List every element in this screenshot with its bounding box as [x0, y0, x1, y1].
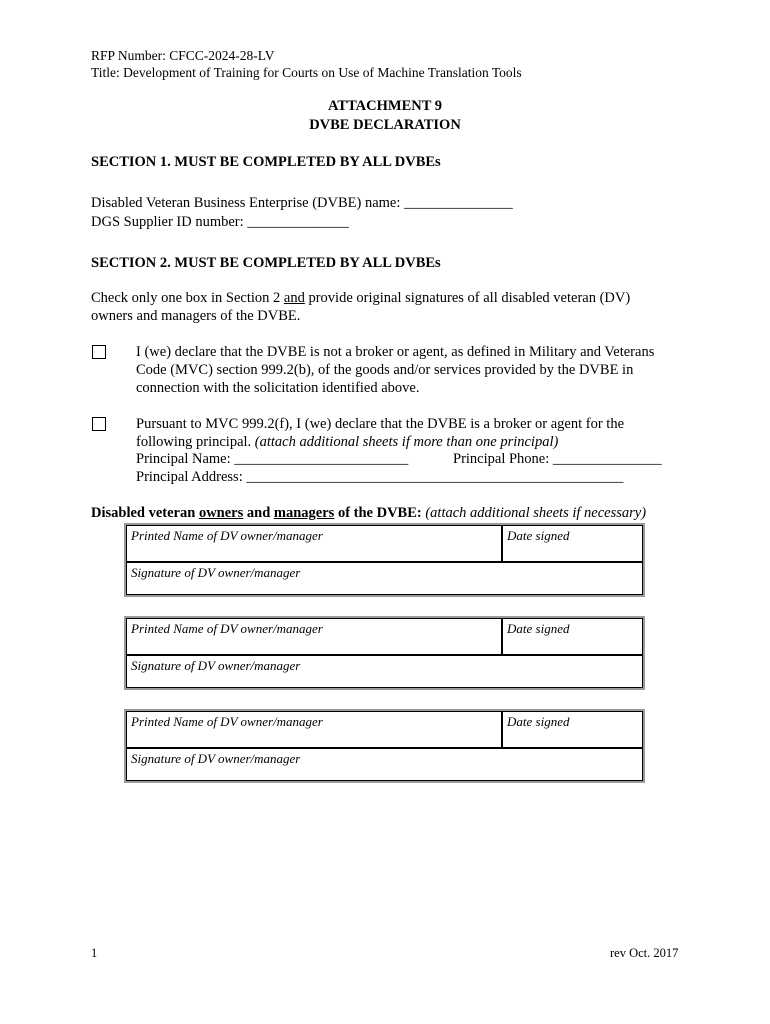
section1-heading: SECTION 1. MUST BE COMPLETED BY ALL DVBEs	[91, 154, 441, 170]
principal-name-field[interactable]: ________________________	[234, 451, 409, 467]
date-signed-cell[interactable]: Date signed	[502, 711, 643, 748]
principal-address-field[interactable]: ____________________________________________________	[246, 469, 624, 485]
page-number: 1	[91, 946, 98, 960]
attachment-title: ATTACHMENT 9	[328, 98, 442, 114]
owners-heading-post: of the DVBE:	[334, 505, 426, 521]
supplier-id-line	[91, 214, 349, 231]
option2-text-line2	[136, 434, 558, 451]
date-signed-cell[interactable]: Date signed	[502, 618, 643, 655]
section2-instructions	[91, 290, 630, 307]
dvbe-name-field[interactable]: _______________	[404, 195, 513, 211]
rfp-title: Title: Development of Training for Courts on Use of Machine Translation Tools	[91, 65, 522, 80]
owners-heading	[91, 505, 646, 522]
date-signed-cell[interactable]: Date signed	[502, 525, 643, 562]
option2-line2-text: following principal.	[136, 434, 255, 450]
owner-signature-block	[124, 523, 645, 597]
instr-and: and	[283, 290, 305, 306]
section2-instructions-line2: owners and managers of the DVBE.	[91, 308, 301, 324]
signature-cell[interactable]: Signature of DV owner/manager	[126, 562, 643, 595]
printed-name-cell[interactable]: Printed Name of DV owner/manager	[126, 711, 502, 748]
owners-heading-pre: Disabled veteran	[91, 505, 199, 521]
option1-text-line1: I (we) declare that the DVBE is not a broker or agent, as defined in Military and Veterans	[136, 344, 655, 360]
declaration-title: DVBE DECLARATION	[309, 117, 461, 133]
principal-phone-line	[453, 451, 662, 468]
revision-date: rev Oct. 2017	[610, 946, 679, 960]
section2-heading: SECTION 2. MUST BE COMPLETED BY ALL DVBEs	[91, 255, 441, 271]
owners-heading-mid: and	[243, 505, 274, 521]
option1-text-line3: connection with the solicitation identified above.	[136, 380, 420, 396]
rfp-number: RFP Number: CFCC-2024-28-LV	[91, 48, 275, 63]
owner-signature-block	[124, 709, 645, 783]
printed-name-cell[interactable]: Printed Name of DV owner/manager	[126, 525, 502, 562]
owner-signature-block	[124, 616, 645, 690]
signature-cell[interactable]: Signature of DV owner/manager	[126, 748, 643, 781]
principal-address-line	[136, 469, 623, 486]
dvbe-name-label: Disabled Veteran Business Enterprise (DVBE) name:	[91, 195, 401, 211]
option2-line2-note: (attach additional sheets if more than one principal)	[254, 434, 559, 450]
principal-name-label: Principal Name:	[136, 451, 231, 467]
owners-heading-managers: managers	[273, 505, 335, 521]
option1-checkbox[interactable]	[92, 345, 106, 359]
option2-checkbox[interactable]	[92, 417, 106, 431]
supplier-id-field[interactable]: ______________	[247, 214, 349, 230]
principal-address-label: Principal Address:	[136, 469, 243, 485]
principal-phone-field[interactable]: _______________	[552, 451, 662, 467]
principal-phone-label: Principal Phone:	[453, 451, 550, 467]
option2-text-line1: Pursuant to MVC 999.2(f), I (we) declare that the DVBE is a broker or agent for the	[136, 416, 625, 432]
printed-name-cell[interactable]: Printed Name of DV owner/manager	[126, 618, 502, 655]
supplier-id-label: DGS Supplier ID number:	[91, 214, 244, 230]
instr-pre: Check only one box in Section 2	[91, 290, 284, 306]
instr-post: provide original signatures of all disabled veteran (DV)	[304, 290, 631, 306]
dvbe-name-line	[91, 195, 513, 212]
signature-cell[interactable]: Signature of DV owner/manager	[126, 655, 643, 688]
option1-text-line2: Code (MVC) section 999.2(b), of the goods and/or services provided by the DVBE in	[136, 362, 634, 378]
principal-name-line	[136, 451, 408, 468]
owners-heading-note: (attach additional sheets if necessary)	[425, 505, 647, 521]
owners-heading-owners: owners	[198, 505, 244, 521]
